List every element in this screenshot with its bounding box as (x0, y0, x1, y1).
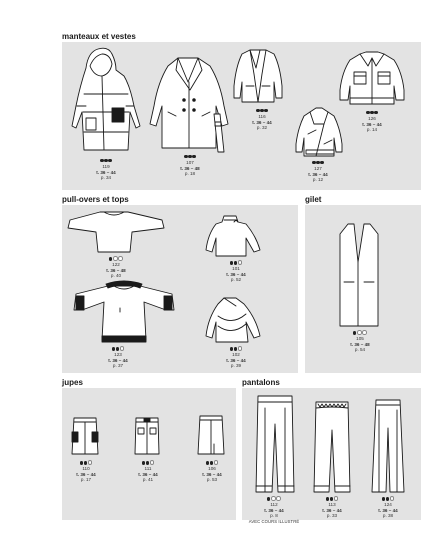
difficulty-dot-filled (256, 109, 259, 112)
difficulty-dot-filled (230, 261, 233, 264)
pattern-number: 126 (368, 116, 376, 121)
difficulty-dot-filled (260, 109, 263, 112)
page-reference: p. 12 (312, 177, 324, 183)
pattern-number: 105 (356, 336, 364, 341)
page-reference: p. 39 (230, 363, 242, 369)
draped-top-illustration (206, 296, 262, 344)
biker-jacket-illustration (294, 106, 344, 160)
pattern-number: 116 (258, 114, 266, 119)
page-reference: p. 32 (256, 125, 268, 131)
difficulty-dot-filled (382, 497, 385, 500)
section-title-skirts: jupes (62, 378, 83, 387)
difficulty-dot-filled (146, 461, 149, 464)
batwing-top-illustration (66, 210, 166, 254)
sweater-illustration (72, 280, 176, 346)
pattern-item-116 (232, 108, 292, 131)
page-reference: p. 34 (100, 175, 112, 181)
skirt-pockets-illustration (70, 416, 100, 456)
difficulty-dot-filled (366, 111, 369, 114)
pattern-number: 106 (208, 466, 216, 471)
pattern-number: 102 (232, 352, 240, 357)
pattern-item-122 (86, 256, 146, 279)
pattern-item-101 (206, 260, 266, 283)
pattern-number: 119 (102, 164, 110, 169)
page-reference: p. 40 (110, 273, 122, 279)
difficulty-dot-filled (210, 461, 213, 464)
blazer-illustration (232, 46, 284, 106)
pattern-number: 124 (384, 502, 392, 507)
note: AVEC COURS ILLUSTRÉ (248, 518, 300, 524)
pattern-item-105 (330, 330, 390, 353)
difficulty-dot-empty (120, 346, 125, 351)
difficulty-dot-filled (184, 155, 187, 158)
section-title-coats: manteaux et vestes (62, 32, 136, 41)
pencil-skirt-illustration (196, 414, 226, 456)
size-range: t. 36 – 48 (350, 341, 370, 347)
page-reference: p. 53 (206, 477, 218, 483)
size-range: t. 36 – 44 (322, 507, 342, 513)
section-title-trousers: pantalons (242, 378, 280, 387)
difficulty-dot-empty (390, 496, 395, 501)
difficulty-dot-empty (88, 460, 93, 465)
long-gilet-illustration (338, 222, 380, 328)
size-range: t. 36 – 44 (226, 271, 246, 277)
page-reference: p. 17 (80, 477, 92, 483)
difficulty-dot-filled (100, 159, 103, 162)
difficulty-dot-filled (316, 161, 319, 164)
pattern-item-111 (118, 460, 178, 483)
skirt-front-illustration (132, 416, 162, 456)
pattern-item-107 (160, 154, 220, 177)
pattern-item-123 (88, 346, 148, 369)
difficulty-dot-filled (386, 497, 389, 500)
difficulty-dot-filled (267, 497, 270, 500)
difficulty-dot-empty (118, 256, 123, 261)
pattern-number: 112 (270, 502, 278, 507)
difficulty-dot-filled (264, 109, 267, 112)
difficulty-dot-filled (104, 159, 107, 162)
page-reference: p. 14 (366, 127, 378, 133)
difficulty-dot-filled (353, 331, 356, 334)
difficulty-dot-filled (84, 461, 87, 464)
difficulty-dot-filled (234, 347, 237, 350)
difficulty-dot-filled (192, 155, 195, 158)
difficulty-dot-empty (238, 260, 243, 265)
wide-trousers-illustration (254, 394, 296, 494)
pattern-number: 107 (186, 160, 194, 165)
elastic-trousers-illustration (312, 400, 352, 494)
size-range: t. 36 – 44 (96, 169, 116, 175)
turtleneck-top-illustration (206, 214, 262, 258)
page-reference: p. 38 (382, 513, 394, 519)
size-range: t. 36 – 48 (106, 267, 126, 273)
parka-illustration (64, 46, 146, 156)
difficulty-dot-filled (374, 111, 377, 114)
pattern-number: 113 (328, 502, 336, 507)
pattern-number: 127 (314, 166, 322, 171)
difficulty-dot-filled (109, 257, 112, 260)
difficulty-dot-empty (214, 460, 219, 465)
pattern-number: 122 (112, 262, 120, 267)
difficulty-dot-filled (108, 159, 111, 162)
difficulty-dot-filled (142, 461, 145, 464)
difficulty-dot-filled (234, 261, 237, 264)
size-range: t. 36 – 48 (180, 165, 200, 171)
size-range: t. 36 – 44 (378, 507, 398, 513)
difficulty-dot-filled (330, 497, 333, 500)
pattern-number: 111 (144, 466, 152, 471)
pattern-item-126 (342, 110, 402, 133)
page-reference: p. 52 (230, 277, 242, 283)
difficulty-dot-empty (271, 496, 276, 501)
difficulty-dot-empty (362, 330, 367, 335)
difficulty-dot-filled (326, 497, 329, 500)
size-range: t. 36 – 44 (202, 471, 222, 477)
pattern-item-127 (288, 160, 348, 183)
size-range: t. 36 – 44 (308, 171, 328, 177)
straight-trousers-illustration (370, 398, 406, 494)
size-range: t. 36 – 44 (264, 507, 284, 513)
size-range: t. 36 – 44 (108, 357, 128, 363)
difficulty-dot-filled (370, 111, 373, 114)
section-title-gilet: gilet (305, 195, 322, 204)
page-reference: p. 8 (270, 513, 278, 519)
difficulty-dot-filled (80, 461, 83, 464)
difficulty-dot-filled (116, 347, 119, 350)
size-range: t. 36 – 44 (252, 119, 272, 125)
pattern-item-119 (76, 158, 136, 181)
pattern-item-102 (206, 346, 266, 369)
size-range: t. 36 – 44 (76, 471, 96, 477)
pattern-item-106 (182, 460, 242, 483)
difficulty-dot-empty (357, 330, 362, 335)
pattern-item-112 (244, 496, 304, 524)
difficulty-dot-filled (188, 155, 191, 158)
shirt-jacket-illustration (338, 50, 406, 108)
page-reference: p. 18 (184, 171, 196, 177)
page-reference: p. 37 (112, 363, 124, 369)
difficulty-dot-filled (320, 161, 323, 164)
pattern-item-113 (302, 496, 362, 519)
belt-illustration (212, 112, 226, 154)
pattern-number: 101 (232, 266, 240, 271)
pattern-item-124 (358, 496, 418, 519)
difficulty-dot-filled (312, 161, 315, 164)
page-reference: p. 54 (354, 347, 366, 353)
difficulty-dot-empty (238, 346, 243, 351)
difficulty-dot-filled (206, 461, 209, 464)
page-reference: p. 33 (326, 513, 338, 519)
page-reference: p. 41 (142, 477, 154, 483)
difficulty-dot-empty (334, 496, 339, 501)
difficulty-dot-empty (276, 496, 281, 501)
pattern-item-110 (56, 460, 116, 483)
difficulty-dot-empty (113, 256, 118, 261)
difficulty-dot-filled (230, 347, 233, 350)
difficulty-dot-filled (112, 347, 115, 350)
difficulty-dot-empty (150, 460, 155, 465)
pattern-number: 123 (114, 352, 122, 357)
pattern-number: 110 (82, 466, 90, 471)
size-range: t. 36 – 44 (138, 471, 158, 477)
size-range: t. 36 – 44 (362, 121, 382, 127)
size-range: t. 36 – 44 (226, 357, 246, 363)
section-title-tops: pull-overs et tops (62, 195, 129, 204)
